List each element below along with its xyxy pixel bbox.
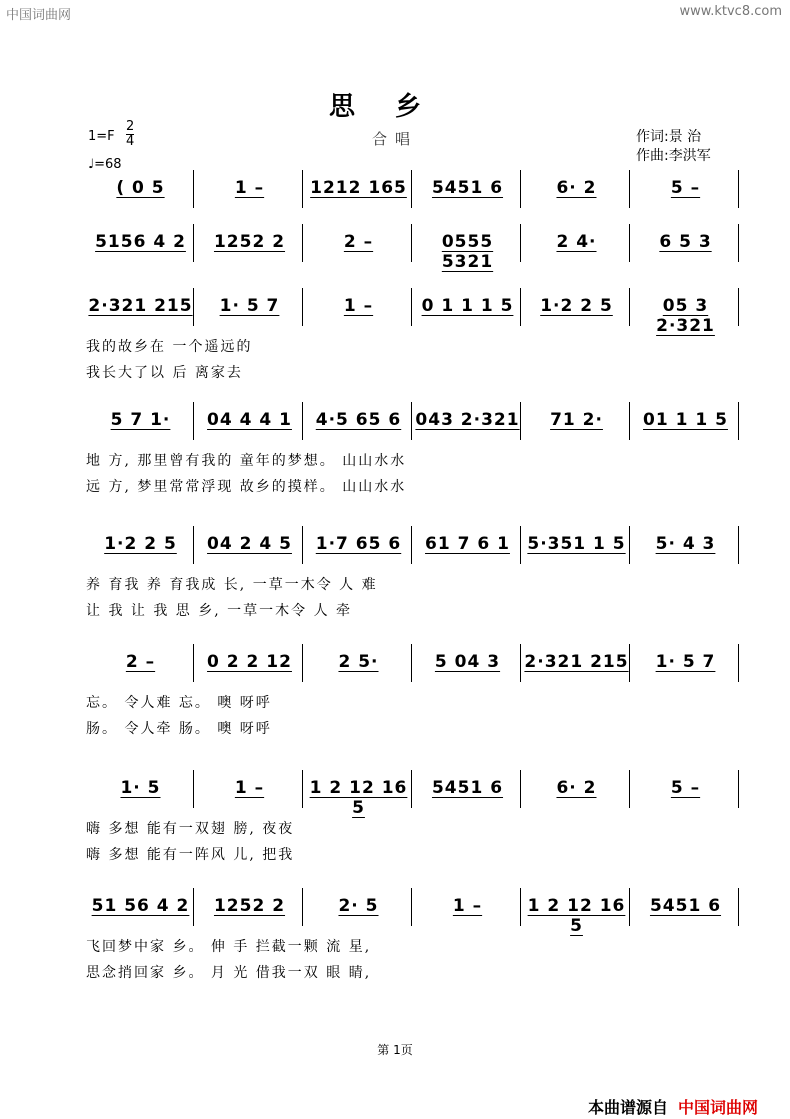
- bar-line: [193, 170, 194, 208]
- measure: 05 3 2·321: [656, 296, 715, 336]
- bar-line: [193, 770, 194, 808]
- bar-line: [411, 526, 412, 564]
- measure: 0 2 2 12: [207, 652, 292, 672]
- measure: 5·351 1 5: [527, 534, 626, 554]
- notation-line: [86, 652, 740, 672]
- measure: 2 4·: [556, 232, 597, 252]
- measure: 1252 2: [213, 896, 286, 916]
- bar-line: [520, 770, 521, 808]
- measure: 5451 6: [431, 178, 504, 198]
- bar-line: [193, 402, 194, 440]
- bar-line: [411, 644, 412, 682]
- song-title: 思乡: [328, 92, 461, 122]
- bar-line: [520, 526, 521, 564]
- time-signature: [126, 120, 134, 149]
- score-system: [86, 296, 740, 336]
- bar-line: [629, 526, 630, 564]
- measure: 1212 165: [310, 178, 407, 198]
- composer: 作曲:李洪军: [636, 148, 711, 164]
- measure: 2 –: [125, 652, 156, 672]
- measure: 71 2·: [550, 410, 603, 430]
- measure: 5451 6: [431, 778, 504, 798]
- bar-line: [738, 224, 739, 262]
- bar-line: [193, 288, 194, 326]
- measure: 1 2 12 16 5: [309, 778, 408, 818]
- measure: 1 –: [234, 178, 265, 198]
- bar-line: [302, 224, 303, 262]
- bar-line: [302, 402, 303, 440]
- bar-line: [520, 402, 521, 440]
- bar-line: [193, 888, 194, 926]
- bar-line: [193, 224, 194, 262]
- bar-line: [738, 402, 739, 440]
- measure: 1·2 2 5: [540, 296, 613, 316]
- lyric-line: 嗨 多想 能有一双翅 膀, 夜夜: [86, 821, 295, 837]
- bar-line: [738, 170, 739, 208]
- lyric-line: 我的故乡在 一个遥远的: [86, 339, 253, 355]
- key-signature: 1=F: [88, 129, 115, 144]
- bar-line: [302, 526, 303, 564]
- measure: 2· 5: [338, 896, 379, 916]
- measure: 5 04 3: [434, 652, 501, 672]
- measure: 2 5·: [338, 652, 379, 672]
- score-system: [86, 652, 740, 682]
- measure: 1 –: [343, 296, 374, 316]
- bar-line: [520, 888, 521, 926]
- measure: 5· 4 3: [655, 534, 716, 554]
- score-system: [86, 778, 740, 818]
- score-system: [86, 896, 740, 936]
- notation-line: [86, 534, 740, 554]
- bar-line: [629, 224, 630, 262]
- bar-line: [629, 770, 630, 808]
- bar-line: [302, 770, 303, 808]
- bar-line: [738, 888, 739, 926]
- measure: 5 7 1·: [110, 410, 171, 430]
- measure: ( 0 5: [116, 178, 165, 198]
- measure: 61 7 6 1: [425, 534, 510, 554]
- bar-line: [193, 526, 194, 564]
- measure: 5 –: [670, 778, 701, 798]
- bar-line: [520, 288, 521, 326]
- measure: 04 2 4 5: [207, 534, 292, 554]
- notation-line: [86, 296, 740, 336]
- song-subtitle: 合唱: [371, 130, 418, 148]
- notation-line: [86, 778, 740, 818]
- measure: 6 5 3: [659, 232, 712, 252]
- lyric-line: 养 育我 养 育我成 长, 一草一木令 人 难: [86, 577, 378, 593]
- score-system: [86, 534, 740, 564]
- credits: [636, 128, 711, 166]
- bar-line: [411, 402, 412, 440]
- source-credit: [588, 1095, 758, 1118]
- measure: 043 2·321: [415, 410, 520, 430]
- measure: 1·2 2 5: [104, 534, 177, 554]
- notation-line: [86, 410, 740, 430]
- lyric-line: 肠。 令人牵 肠。 噢 呀呼: [86, 721, 272, 737]
- measure: 1· 5: [120, 778, 161, 798]
- lyric-line: 远 方, 梦里常常浮现 故乡的摸样。 山山水水: [86, 479, 407, 495]
- bar-line: [738, 644, 739, 682]
- measure: 51 56 4 2: [91, 896, 190, 916]
- measure: 1 –: [234, 778, 265, 798]
- bar-line: [302, 644, 303, 682]
- source-site: 中国词曲网: [678, 1098, 759, 1117]
- measure: 5156 4 2: [95, 232, 186, 252]
- notation-line: [86, 896, 740, 936]
- bar-line: [193, 644, 194, 682]
- notation-line: [86, 178, 740, 198]
- measure: 2·321 215: [524, 652, 629, 672]
- measure: 04 4 4 1: [207, 410, 292, 430]
- bar-line: [738, 770, 739, 808]
- measure: 1 –: [452, 896, 483, 916]
- time-bottom: 4: [126, 134, 135, 149]
- measure: 1·7 65 6: [315, 534, 402, 554]
- lyric-line: 思念捎回家 乡。 月 光 借我一双 眼 睛,: [86, 965, 372, 981]
- bar-line: [738, 288, 739, 326]
- time-top: 2: [126, 119, 135, 134]
- watermark-left: 中国词曲网: [6, 8, 72, 23]
- bar-line: [629, 288, 630, 326]
- lyricist: 作词:景 治: [636, 129, 702, 145]
- bar-line: [411, 224, 412, 262]
- bar-line: [738, 526, 739, 564]
- measure: 2·321 215: [88, 296, 193, 316]
- lyric-line: 飞回梦中家 乡。 伸 手 拦截一颗 流 星,: [86, 939, 372, 955]
- lyric-line: 地 方, 那里曾有我的 童年的梦想。 山山水水: [86, 453, 407, 469]
- source-label: 本曲谱源自: [588, 1098, 669, 1117]
- bar-line: [629, 170, 630, 208]
- measure: 0 1 1 1 5: [421, 296, 514, 316]
- bar-line: [302, 888, 303, 926]
- bar-line: [629, 402, 630, 440]
- bar-line: [520, 224, 521, 262]
- tempo-mark: ♩=68: [88, 157, 122, 172]
- bar-line: [302, 288, 303, 326]
- measure: 1252 2: [213, 232, 286, 252]
- page-number: 第 1页: [377, 1043, 413, 1057]
- measure: 1 2 12 16 5: [527, 896, 626, 936]
- measure: 5 –: [670, 178, 701, 198]
- score-system: [86, 410, 740, 440]
- watermark-right: www.ktvc8.com: [679, 4, 782, 19]
- lyric-line: 让 我 让 我 思 乡, 一草一木令 人 牵: [86, 603, 353, 619]
- measure: 01 1 1 5: [643, 410, 728, 430]
- bar-line: [520, 644, 521, 682]
- measure: 1· 5 7: [219, 296, 280, 316]
- bar-line: [629, 888, 630, 926]
- bar-line: [411, 288, 412, 326]
- lyric-line: 嗨 多想 能有一阵风 儿, 把我: [86, 847, 295, 863]
- measure: 4·5 65 6: [315, 410, 402, 430]
- bar-line: [520, 170, 521, 208]
- score-system: [86, 178, 740, 208]
- lyric-line: 忘。 令人难 忘。 噢 呀呼: [86, 695, 272, 711]
- bar-line: [411, 888, 412, 926]
- measure: 5451 6: [649, 896, 722, 916]
- measure: 0555 5321: [441, 232, 494, 272]
- bar-line: [302, 170, 303, 208]
- bar-line: [411, 170, 412, 208]
- score-system: [86, 232, 740, 272]
- bar-line: [629, 644, 630, 682]
- measure: 1· 5 7: [655, 652, 716, 672]
- measure: 6· 2: [556, 178, 597, 198]
- measure: 6· 2: [556, 778, 597, 798]
- bar-line: [411, 770, 412, 808]
- notation-line: [86, 232, 740, 272]
- lyric-line: 我长大了以 后 离家去: [86, 365, 243, 381]
- measure: 2 –: [343, 232, 374, 252]
